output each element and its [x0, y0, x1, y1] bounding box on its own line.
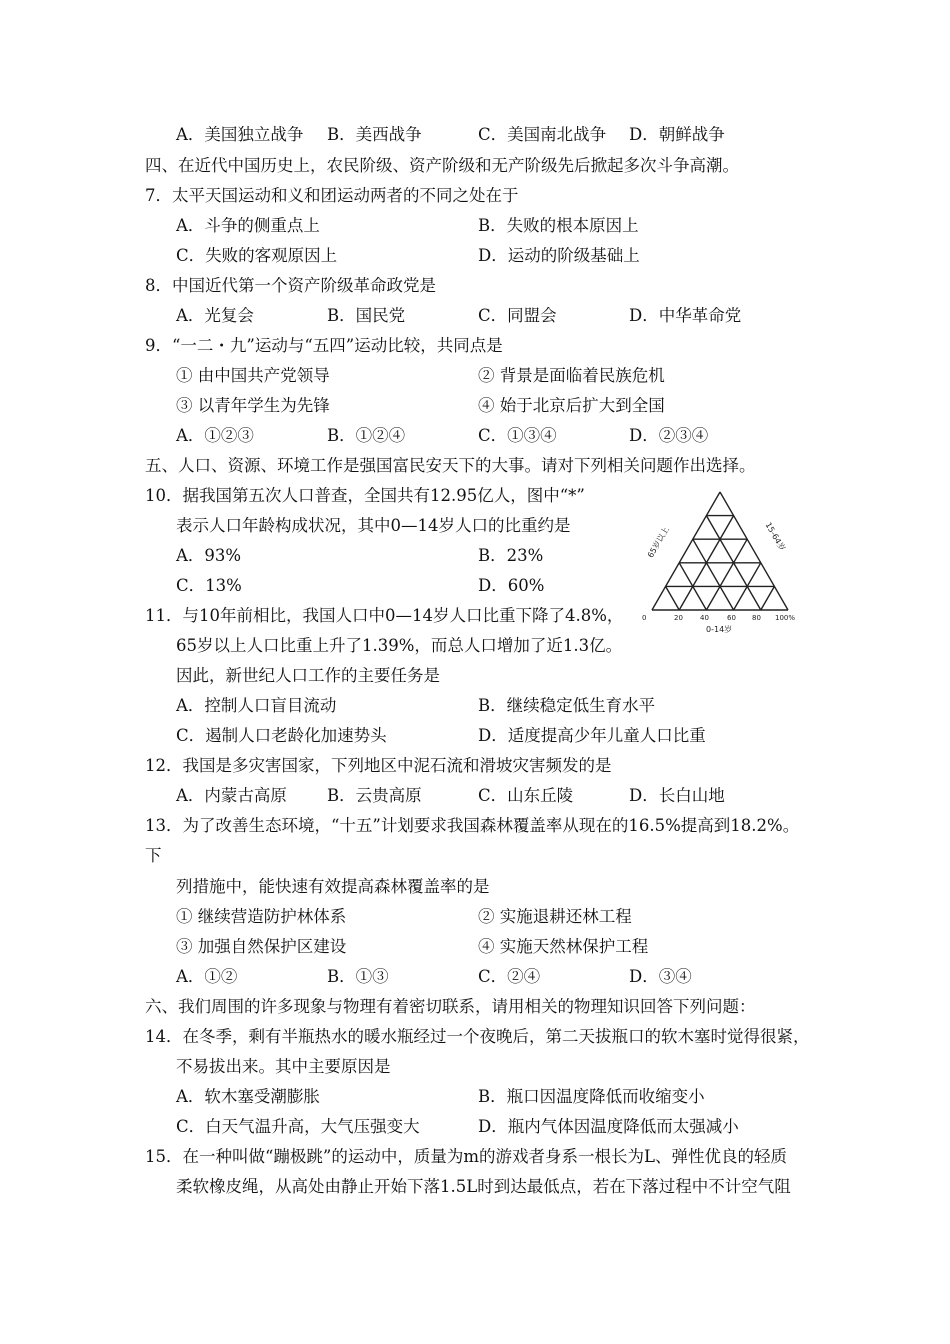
q15-stem-line-2: 柔软橡皮绳，从高处由静止开始下落1.5L时到达最低点，若在下落过程中不计空气阻: [176, 1177, 791, 1196]
q11-stem-line-3: 因此，新世纪人口工作的主要任务是: [176, 666, 440, 685]
figure-tick-60: 60: [727, 614, 736, 622]
figure-tick-80: 80: [752, 614, 761, 622]
q10-option-c: C．13%: [176, 576, 242, 595]
q11-option-d: D．适度提高少年儿童人口比重: [478, 726, 706, 745]
q13-option-b: B．①③: [327, 967, 389, 986]
q14-option-a: A．软木塞受潮膨胀: [176, 1087, 320, 1106]
q13-stem-line-3: 列措施中，能快速有效提高森林覆盖率的是: [176, 877, 490, 896]
figure-tick-20: 20: [674, 614, 683, 622]
figure-x-ticks: [642, 614, 795, 622]
q8-option-b: B．国民党: [327, 306, 406, 325]
q11-option-c: C．遏制人口老龄化加速势头: [176, 726, 387, 745]
q8-stem: 8．中国近代第一个资产阶级革命政党是: [145, 276, 436, 295]
q11-stem-line-1: 11．与10年前相比，我国人口中0—14岁人口比重下降了4.8%，: [145, 606, 624, 625]
q13-item-2: ② 实施退耕还林工程: [478, 907, 632, 926]
ternary-age-structure-figure: [640, 488, 800, 638]
q11-option-b: B．继续稳定低生育水平: [478, 696, 656, 715]
q14-option-c: C．白天气温升高，大气压强变大: [176, 1117, 420, 1136]
q8-option-a: A．光复会: [176, 306, 254, 325]
q7-option-a: A．斗争的侧重点上: [176, 216, 320, 235]
q13-stem-line-2: 下: [145, 846, 162, 865]
q13-option-d: D．③④: [629, 967, 692, 986]
q9-item-2: ② 背景是面临着民族危机: [478, 366, 665, 385]
q7-stem: 7．太平天国运动和义和团运动两者的不同之处在于: [145, 186, 519, 205]
q12-option-d: D．长白山地: [629, 786, 725, 805]
q9-item-4: ④ 始于北京后扩大到全国: [478, 396, 665, 415]
q14-option-b: B．瓶口因温度降低而收缩变小: [478, 1087, 705, 1106]
q14-option-d: D．瓶内气体因温度降低而太强减小: [478, 1117, 739, 1136]
q12-option-c: C．山东丘陵: [478, 786, 574, 805]
q10-option-d: D．60%: [478, 576, 545, 595]
q10-stem-line-1: 10．据我国第五次人口普查，全国共有12.95亿人，图中“*”: [145, 486, 585, 505]
triangle-left-side: [652, 492, 720, 610]
section-5-heading: 五、人口、资源、环境工作是强国富民安天下的大事。请对下列相关问题作出选择。: [145, 456, 756, 475]
q7-option-d: D．运动的阶级基础上: [478, 246, 640, 265]
figure-left-axis-label: 65岁以上: [645, 525, 671, 560]
q9-option-b: B．①②④: [327, 426, 406, 445]
q9-item-1: ① 由中国共产党领导: [176, 366, 330, 385]
q7-option-c: C．失败的客观原因上: [176, 246, 338, 265]
q9-stem: 9．“一二・九”运动与“五四”运动比较，共同点是: [145, 336, 503, 355]
q11-option-a: A．控制人口盲目流动: [176, 696, 337, 715]
section-4-heading: 四、在近代中国历史上，农民阶级、资产阶级和无产阶级先后掀起多次斗争高潮。: [145, 156, 739, 175]
figure-x-axis-label: 0-14岁: [706, 625, 733, 634]
grid-line-right: [761, 586, 775, 610]
grid-line-left: [666, 586, 680, 610]
q9-option-c: C．①③④: [478, 426, 557, 445]
q10-stem-line-2: 表示人口年龄构成状况，其中0—14岁人口的比重约是: [176, 516, 571, 535]
q11-stem-line-2: 65岁以上人口比重上升了1.39%，而总人口增加了近1.3亿。: [176, 636, 623, 655]
q10-option-a: A．93%: [176, 546, 242, 565]
q13-item-4: ④ 实施天然林保护工程: [478, 937, 649, 956]
q9-item-3: ③ 以青年学生为先锋: [176, 396, 330, 415]
q9-option-d: D．②③④: [629, 426, 709, 445]
q12-option-a: A．内蒙古高原: [176, 786, 287, 805]
figure-tick-40: 40: [700, 614, 709, 622]
q13-item-1: ① 继续营造防护林体系: [176, 907, 347, 926]
q7-option-b: B．失败的根本原因上: [478, 216, 639, 235]
q6-option-b: B．美西战争: [327, 125, 422, 144]
figure-tick-0: 0: [642, 614, 647, 622]
q15-stem-line-1: 15．在一种叫做“蹦极跳”的运动中，质量为m的游戏者身系一根长为L、弹性优良的轻质: [145, 1147, 787, 1166]
q14-stem-line-2: 不易拔出来。其中主要原因是: [176, 1057, 391, 1076]
figure-tick-100: 100%: [775, 614, 796, 622]
q13-stem-line-1: 13．为了改善生态环境，“十五”计划要求我国森林覆盖率从现在的16.5%提高到18.2%。: [145, 816, 800, 835]
q8-option-c: C．同盟会: [478, 306, 557, 325]
q10-option-b: B．23%: [478, 546, 544, 565]
q8-option-d: D．中华革命党: [629, 306, 742, 325]
q9-option-a: A．①②③: [176, 426, 254, 445]
triangle-grid: [652, 492, 788, 610]
figure-right-axis-label: 15-64岁: [763, 520, 787, 553]
q13-item-3: ③ 加强自然保护区建设: [176, 937, 347, 956]
q12-option-b: B．云贵高原: [327, 786, 422, 805]
triangle-right-side: [720, 492, 788, 610]
q13-option-a: A．①②: [176, 967, 238, 986]
q6-option-c: C．美国南北战争: [478, 125, 607, 144]
q6-option-d: D．朝鲜战争: [629, 125, 725, 144]
q13-option-c: C．②④: [478, 967, 541, 986]
section-6-heading: 六、我们周围的许多现象与物理有着密切联系，请用相关的物理知识回答下列问题：: [145, 997, 756, 1016]
q6-option-a: A．美国独立战争: [176, 125, 304, 144]
q12-stem: 12．我国是多灾害国家，下列地区中泥石流和滑坡灾害频发的是: [145, 756, 612, 775]
q14-stem-line-1: 14．在冬季，剩有半瓶热水的暖水瓶经过一个夜晚后，第二天拔瓶口的软木塞时觉得很紧，: [145, 1027, 810, 1046]
